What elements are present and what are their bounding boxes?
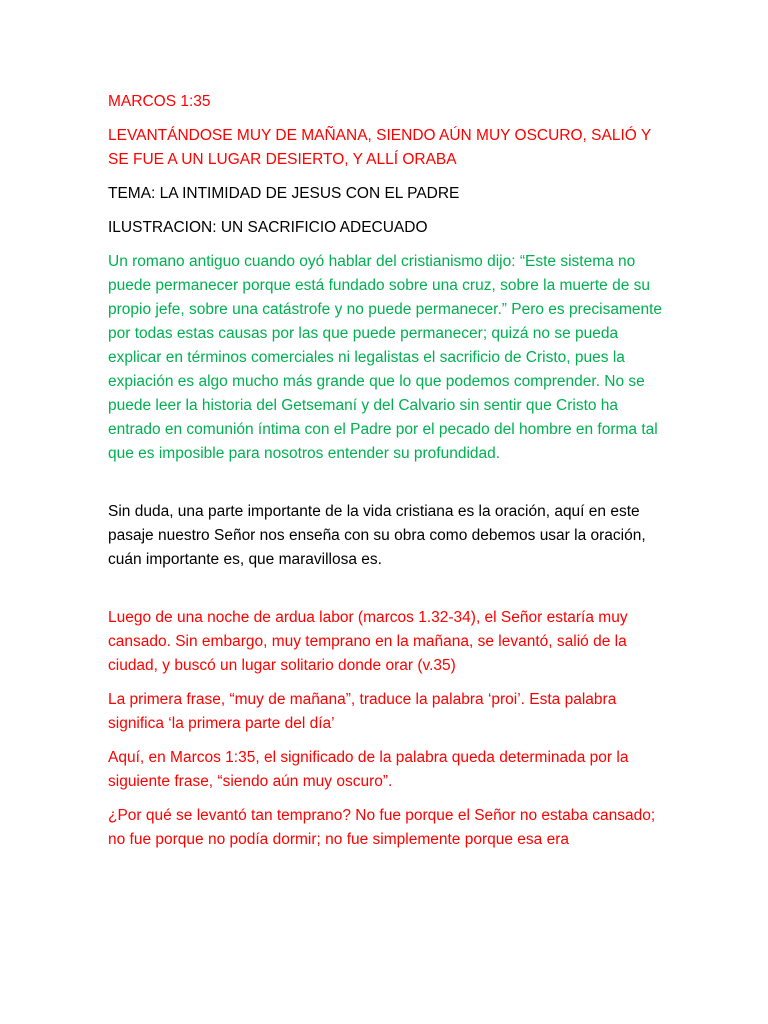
body-paragraph-4: ¿Por qué se levantó tan temprano? No fue porque el Señor no estaba cansado; no fue porque no podía dormir; no fue simplemente porque esa era bbox=[108, 807, 656, 848]
illustration-paragraph: Un romano antiguo cuando oyó hablar del cristianismo dijo: “Este sistema no puede permanecer porque está fundado sobre una cruz, sobre la muerte de su propio jefe, sobre una catástrofe y no puede permanecer.” Pero es precisamente por todas estas causas por las que puede permanecer; quizá no se pueda explicar en términos comerciales ni legalistas el sacrificio de Cristo, pues la expiación es algo mucho más grande que lo que podemos comprender. No se puede leer la historia del Getsemaní y del Calvario sin sentir que Cristo ha entrado en comunión íntima con el Padre por el pecado del hombre en forma tal que es imposible para nosotros entender su profundidad. bbox=[108, 253, 663, 462]
sermon-theme: TEMA: LA INTIMIDAD DE JESUS CON EL PADRE bbox=[108, 185, 460, 202]
document-page bbox=[108, 90, 668, 862]
scripture-verse: LEVANTÁNDOSE MUY DE MAÑANA, SIENDO AÚN MUY OSCURO, SALIÓ Y SE FUE A UN LUGAR DESIERTO, Y ALLÍ ORABA bbox=[108, 127, 651, 168]
illustration-title: ILUSTRACION: UN SACRIFICIO ADECUADO bbox=[108, 219, 428, 236]
body-paragraph-2: La primera frase, “muy de mañana”, traduce la palabra ‘proi’. Esta palabra significa ‘la primera parte del día’ bbox=[108, 691, 617, 732]
body-paragraph-3: Aquí, en Marcos 1:35, el significado de la palabra queda determinada por la siguiente frase, “siendo aún muy oscuro”. bbox=[108, 749, 629, 790]
paragraph-spacer bbox=[108, 476, 668, 500]
intro-paragraph: Sin duda, una parte importante de la vida cristiana es la oración, aquí en este pasaje nuestro Señor nos enseña con su obra como debemos usar la oración, cuán importante es, que maravillosa es. bbox=[108, 503, 646, 568]
body-paragraph-1: Luego de una noche de ardua labor (marcos 1.32-34), el Señor estaría muy cansado. Sin embargo, muy temprano en la mañana, se levantó, salió de la ciudad, y buscó un lugar solitario donde orar (v.35) bbox=[108, 609, 628, 674]
paragraph-spacer bbox=[108, 582, 668, 606]
scripture-reference: MARCOS 1:35 bbox=[108, 93, 211, 110]
